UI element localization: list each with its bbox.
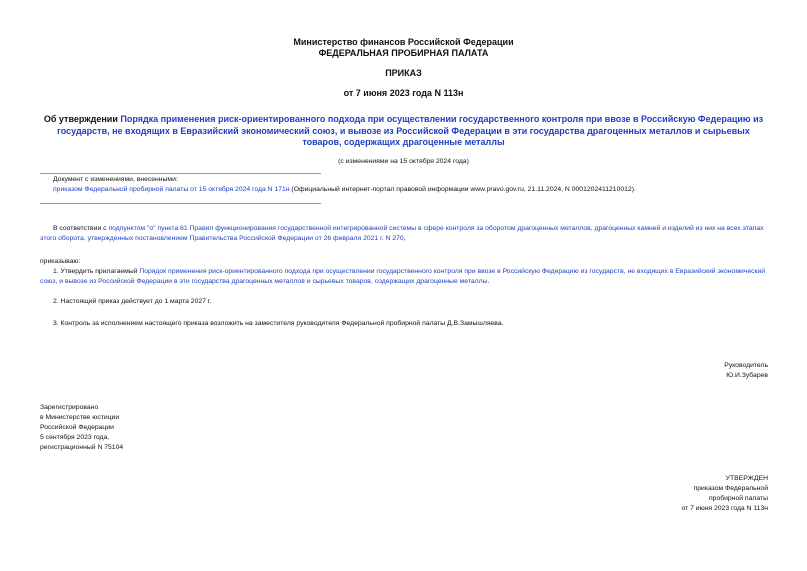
item-2: 2. Настоящий приказ действует до 1 марта 2027 г. [53,298,212,305]
item-1 [40,267,768,287]
item-1-link[interactable]: Порядок применения риск-ориентированного подхода при осуществлении государственного контроля при ввозе в Российскую Федерацию из государств, не входящих в Евразийский экономический союз, и вывозе из Российской Федерации в эти государства драгоценных металлов и сырьевых товаров, содержащих драгоценные металлы [40,268,766,285]
approved-line-3: пробирной палаты [709,495,768,502]
ministry-name: Министерство финансов Российской Федерации [293,37,514,47]
order-word: приказываю: [40,258,81,265]
registration-line-5: регистрационный N 75104 [40,444,124,451]
document-date-number: от 7 июня 2023 года N 113н [343,88,464,98]
title-link[interactable]: Порядка применения риск-ориентированного подхода при осуществлении государственного контроля при ввозе в Российскую Федерацию из государств, не входящих в Евразийский экономический союз, и вывозе из Российской Федерации в эти государства драгоценных металлов и сырьевых товаров, содержащих драгоценные металлы [57,114,764,147]
changes-label: Документ с изменениями, внесенными: [53,176,178,183]
preamble-link[interactable]: подпунктом "о" пункта 61 Правил функционирования государственной интегрированной системы в сфере контроля за оборотом драгоценных металлов, драгоценных камней и изделий из них на всех этапах этого оборота, утвержденных постановлением Правительства Российской Федерации от 26 февраля 2021 г. N 270 [40,225,764,242]
registration-line-4: 5 сентября 2023 года, [40,434,110,441]
registration-line-1: Зарегистрировано [40,404,99,411]
item-3: 3. Контроль за исполнением настоящего приказа возложить на заместителя руководителя Федеральной пробирной палаты Д.В.Замышляева. [53,320,504,327]
approved-line-4: от 7 июня 2023 года N 113н [681,505,768,512]
revision-note: (с изменениями на 15 октября 2024 года) [338,158,469,165]
registration-line-2: в Министерстве юстиции [40,414,120,421]
title-prefix: Об утверждении [43,114,121,124]
document-title [40,114,767,149]
preamble-paragraph [40,224,768,244]
item-1-prefix: 1. Утвердить прилагаемый [53,268,140,275]
approved-line-2: приказом Федеральной [693,485,768,492]
changes-suffix: (Официальный интернет-портал правовой информации www.pravo.gov.ru, 21.11.2024, N 0001202411210012). [289,186,636,193]
approved-line-1: УТВЕРЖДЕН [725,475,768,482]
changes-bottom-rule [40,203,321,204]
changes-top-rule [40,173,321,174]
changes-entry [53,185,773,195]
registration-line-3: Российской Федерации [40,424,114,431]
preamble-suffix: , [403,235,406,242]
preamble-prefix: В соответствии с [53,225,109,232]
changes-link[interactable]: приказом Федеральной пробирной палаты от 15 октября 2024 года N 171н [53,186,290,193]
agency-name: ФЕДЕРАЛЬНАЯ ПРОБИРНАЯ ПАЛАТА [318,48,489,58]
signature-name: Ю.И.Зубарев [726,372,768,379]
item-1-suffix: . [487,278,490,285]
signature-position: Руководитель [724,362,768,369]
document-type: ПРИКАЗ [385,68,422,78]
